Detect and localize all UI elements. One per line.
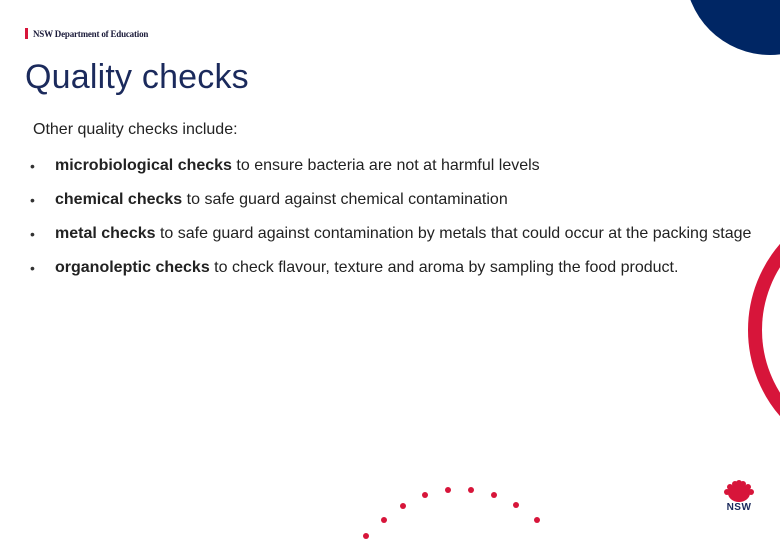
waratah-icon [718, 480, 760, 504]
list-item-text: to check flavour, texture and aroma by sampling the food product. [209, 259, 679, 276]
list-item-term: organoleptic checks [55, 259, 210, 276]
bullet-icon: • [30, 226, 35, 242]
header-accent-bar [25, 28, 28, 39]
quality-checks-list [28, 153, 763, 289]
list-item-term: microbiological checks [55, 157, 232, 174]
bullet-icon: • [30, 158, 35, 174]
navy-corner-circle [685, 0, 780, 55]
list-item-text: to safe guard against contamination by metals that could occur at the packing stage [155, 225, 752, 242]
list-item-text: to safe guard against chemical contamination [182, 191, 508, 208]
page-title: Quality checks [25, 58, 249, 96]
list-item-term: metal checks [55, 225, 156, 242]
list-item [28, 187, 763, 213]
list-item-term: chemical checks [55, 191, 183, 208]
department-header [25, 28, 148, 39]
list-item [28, 221, 763, 247]
list-item-text: to ensure bacteria are not at harmful levels [231, 157, 540, 174]
logo-text: NSW [726, 502, 752, 513]
red-dotted-arc [363, 487, 540, 539]
intro-text: Other quality checks include: [33, 121, 238, 138]
list-item [28, 255, 763, 281]
nsw-logo [718, 480, 760, 522]
list-item [28, 153, 763, 179]
bullet-icon: • [30, 260, 35, 276]
bullet-icon: • [30, 192, 35, 208]
department-name: NSW Department of Education [33, 28, 149, 39]
